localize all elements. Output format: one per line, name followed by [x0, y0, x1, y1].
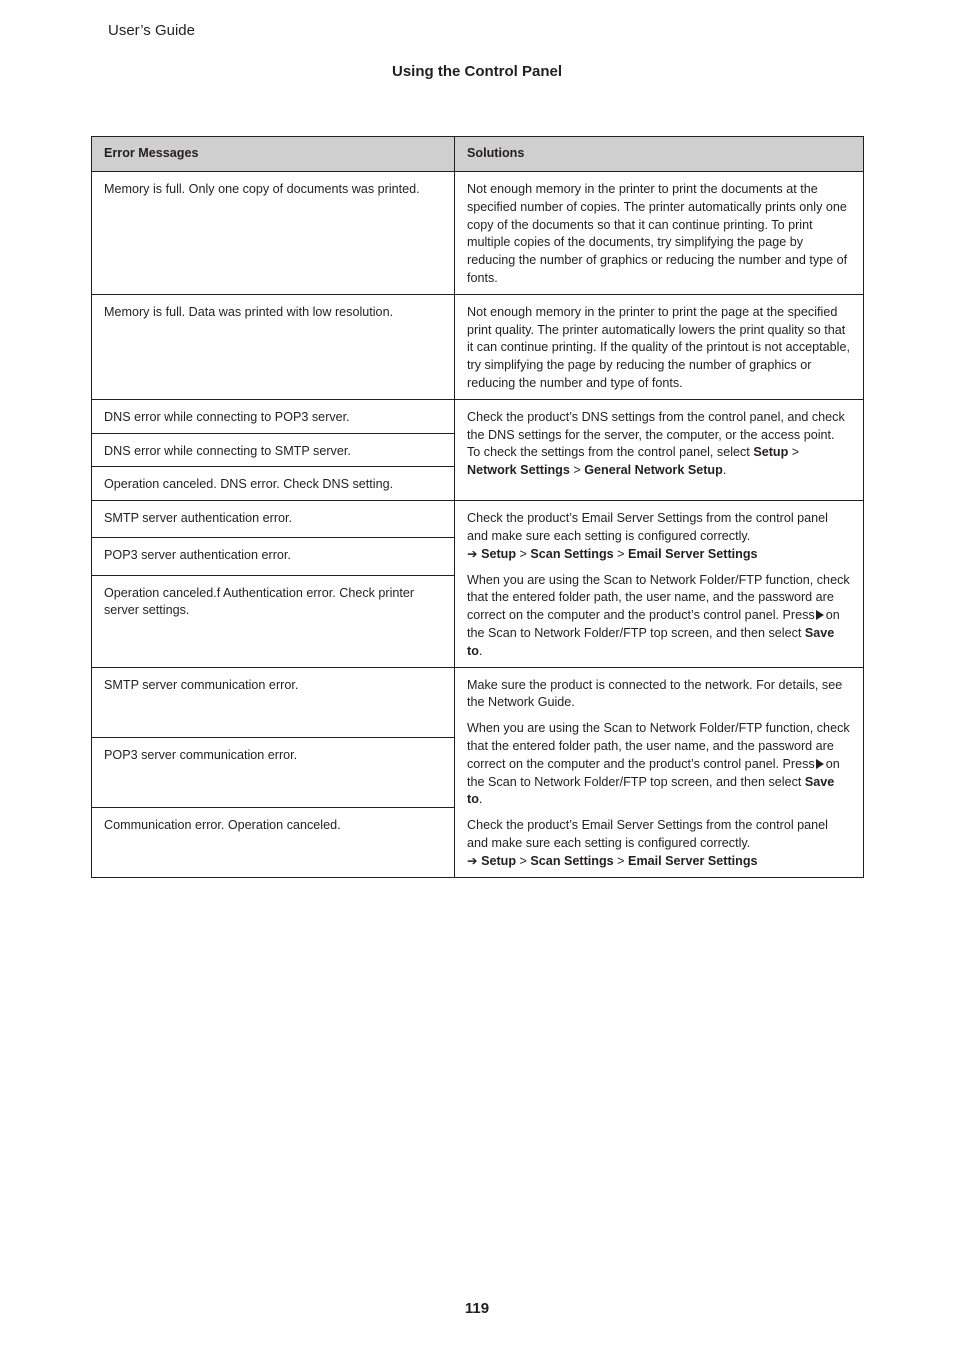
page-number: 119 [464, 1300, 490, 1317]
menu-setup: Setup [753, 445, 789, 460]
folder-ftp-text-2: on the Scan to Network Folder/FTP top screen, and then select [467, 756, 840, 789]
error-cell: Communication error. Operation canceled. [92, 807, 455, 877]
menu-general-network-setup: General Network Setup [584, 463, 723, 478]
table-row [92, 172, 864, 295]
folder-ftp-text-1: When you are using the Scan to Network Folder/FTP function, check that the entered folder path, the user name, and the password are correct on the computer and the product’s control panel. Press [467, 572, 850, 623]
header-error-messages: Error Messages [92, 137, 455, 172]
solution-cell: Not enough memory in the printer to print the documents at the specified number of copies. The printer automatically prints only one copy of the documents so that it can continue printing. To print multiple copies of the documents, try simplifying the page by reducing the number of graphics or reducing the number and type of fonts. [455, 172, 864, 295]
network-check-paragraph: Make sure the product is connected to the network. For details, see the Network Guide. [467, 677, 843, 710]
solution-cell [455, 501, 864, 667]
save-to-label: Save to [467, 774, 835, 807]
folder-ftp-paragraph: When you are using the Scan to Network Folder/FTP function, check that the entered folder path, the user name, and the password are correct on the computer and the product’s control panel. Press on the Scan to Network Folder/FTP top screen, and then select Save to. [467, 572, 850, 658]
error-cell: SMTP server authentication error. [92, 501, 455, 538]
arrow-right-icon: ➔ [467, 546, 478, 561]
solution-cell [455, 667, 864, 877]
folder-ftp-text-2: on the Scan to Network Folder/FTP top screen, and then select [467, 608, 840, 640]
path-setup: Setup [481, 546, 517, 561]
table-header-row [92, 137, 864, 172]
guide-title: User’s Guide [108, 22, 195, 39]
path-email-server-settings: Email Server Settings [628, 546, 758, 561]
solution-cell: Check the product’s DNS settings from the control panel, and check the DNS settings for the server, the computer, or the access point. To check the settings from the control panel, select Setup > Network Settings > General Network Setup. [455, 399, 864, 500]
folder-ftp-paragraph: When you are using the Scan to Network Folder/FTP function, check that the entered folder path, the user name, and the password are correct on the computer and the product’s control panel. Press on the Scan to Network Folder/FTP top screen, and then select Save to. [467, 721, 850, 807]
path-scan-settings: Scan Settings [530, 546, 614, 561]
email-settings-paragraph: Check the product’s Email Server Settings from the control panel and make sure each setting is configured correctly. ➔ Setup > Scan Settings > Email Server Settings [467, 818, 828, 868]
path-email-server-settings: Email Server Settings [628, 853, 758, 868]
error-cell: Operation canceled. DNS error. Check DNS setting. [92, 467, 455, 501]
email-settings-text: Check the product’s Email Server Settings from the control panel and make sure each setting is configured correctly. [467, 818, 828, 850]
error-messages-table [91, 136, 864, 878]
menu-network-settings: Network Settings [467, 463, 570, 478]
error-cell: DNS error while connecting to SMTP server. [92, 433, 455, 467]
error-cell: DNS error while connecting to POP3 server. [92, 399, 455, 433]
error-cell: POP3 server authentication error. [92, 538, 455, 575]
save-to-label: Save to [467, 625, 835, 658]
table-row [92, 667, 864, 737]
error-cell: SMTP server communication error. [92, 667, 455, 737]
section-title: Using the Control Panel [391, 63, 562, 80]
dns-solution-text: Check the product’s DNS settings from the control panel, and check the DNS settings for the server, the computer, or the access point. To check the settings from the control panel, select [467, 409, 845, 460]
email-settings-paragraph: Check the product’s Email Server Settings from the control panel and make sure each setting is configured correctly. ➔ Setup > Scan Settings > Email Server Settings [467, 511, 828, 561]
error-cell: Memory is full. Data was printed with low resolution. [92, 294, 455, 399]
table-row [92, 294, 864, 399]
folder-ftp-text-1: When you are using the Scan to Network Folder/FTP function, check that the entered folder path, the user name, and the password are correct on the computer and the product’s control panel. Press [467, 721, 850, 771]
solution-cell: Not enough memory in the printer to print the page at the specified print quality. The printer automatically lowers the print quality so that it can continue printing. If the quality of the printout is not acceptable, try simplifying the page by reducing the number of graphics or reducing the number and type of fonts. [455, 294, 864, 399]
play-triangle-icon [816, 759, 824, 769]
error-cell: Memory is full. Only one copy of documents was printed. [92, 172, 455, 295]
path-scan-settings: Scan Settings [530, 853, 614, 868]
table-row [92, 501, 864, 538]
arrow-right-icon: ➔ [467, 853, 478, 868]
email-settings-text: Check the product’s Email Server Settings from the control panel and make sure each setting is configured correctly. [467, 511, 828, 543]
table-row [92, 399, 864, 433]
header-solutions: Solutions [455, 137, 864, 172]
path-setup: Setup [481, 853, 517, 868]
play-triangle-icon [816, 610, 824, 620]
error-cell: Operation canceled.f Authentication error. Check printer server settings. [92, 575, 455, 667]
error-cell: POP3 server communication error. [92, 737, 455, 807]
